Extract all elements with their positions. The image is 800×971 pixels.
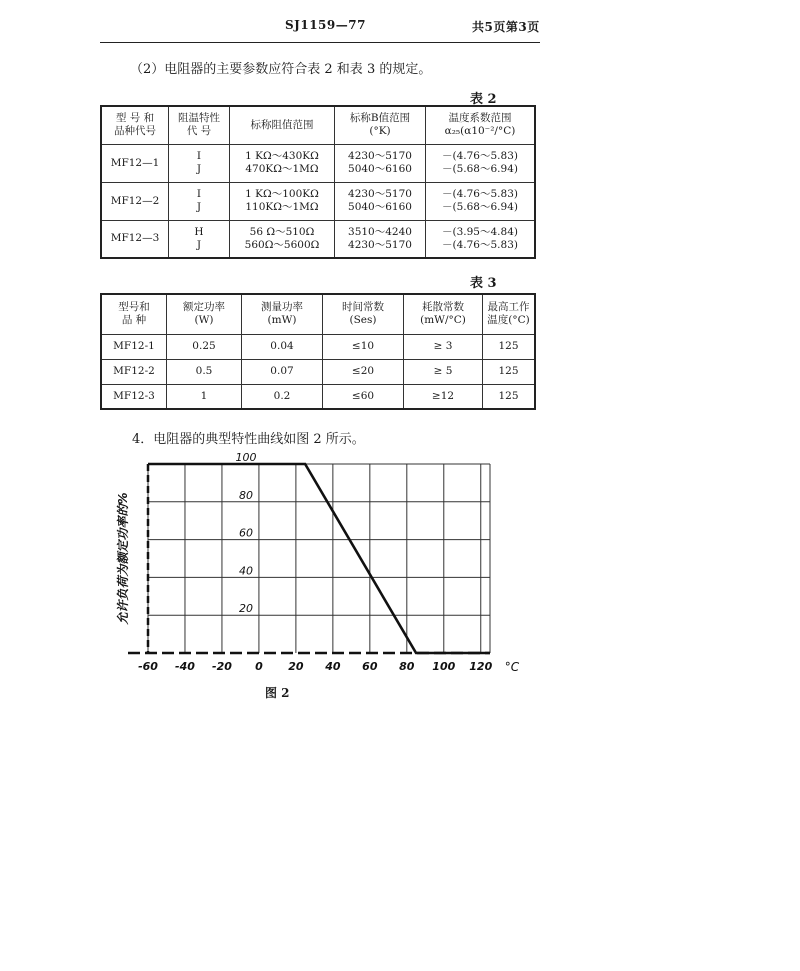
x-tick-label: 20 [288,660,304,673]
t2-cell-bvalue [335,144,426,182]
t3-h5-l2: 温度(°C) [487,314,530,327]
paragraph-4: 4．电阻器的典型特性曲线如图 2 所示。 [132,432,365,447]
t2-tc-b: －(5.68～6.94) [442,201,518,213]
table2-header-row [101,106,535,144]
t2-b-a: 3510～4240 [348,225,412,238]
x-tick-label: 80 [399,660,415,673]
t3-cell: ≤20 [323,359,404,384]
t2-header-tempcoef-l2: α₂₅(α10⁻²/°C) [444,125,516,138]
page-info: 共5页第3页 [472,20,540,34]
t3-cell: ≥ 5 [404,359,483,384]
t3-h2-l2: (mW) [267,314,297,327]
t3-cell: MF12-3 [101,384,167,409]
t2-res-a: 56 Ω～510Ω [249,225,315,238]
table-row [101,144,535,182]
t2-header-model [101,106,169,144]
table-row [101,182,535,220]
t2-cell-tempcoef [426,182,536,220]
t2-tc-b: －(5.68～6.94) [442,163,518,175]
t2-res-a: 1 KΩ～100KΩ [245,188,319,200]
figure-caption: 图 2 [265,686,290,700]
chart-axes [128,464,490,653]
t2-code-b: J [196,163,202,175]
table-row [101,220,535,258]
t3-h0-l1: 型号和 [118,301,150,314]
derating-curve [148,464,490,653]
t3-header-max-temp [483,294,536,334]
table-row [101,334,535,359]
table-row [101,384,535,409]
t2-res-b: 470KΩ～1MΩ [245,163,319,175]
t3-h4-l1: 耗散常数 [422,301,464,314]
t2-cell-code [169,182,230,220]
t2-header-resistance-l1: 标称阻值范围 [250,118,314,131]
t2-code-b: J [196,201,202,213]
table3-caption: 表 3 [470,276,497,291]
t3-cell: 0.2 [242,384,323,409]
t3-cell: ≤10 [323,334,404,359]
t2-header-code-l2: 代 号 [186,125,212,138]
t2-b-b: 4230～5170 [348,238,412,251]
t2-header-model-l1: 型 号 和 [115,112,155,125]
t2-tc-a: －(3.95～4.84) [442,225,518,238]
t3-cell: MF12-1 [101,334,167,359]
t2-cell-resistance [230,144,335,182]
t2-tc-a: －(4.76～5.83) [442,188,518,200]
t2-header-code-l1: 阻温特性 [178,112,220,125]
paragraph-2: （2）电阻器的主要参数应符合表 2 和表 3 的规定。 [130,62,432,77]
t2-header-model-l2: 品种代号 [114,125,156,138]
t2-code-a: I [196,188,202,200]
y-tick-label: 40 [239,564,253,578]
t3-header-measure-power [242,294,323,334]
y-tick-label: 20 [239,602,253,616]
t2-cell-code [169,144,230,182]
t3-h2-l1: 测量功率 [261,301,303,314]
t3-h1-l1: 额定功率 [183,301,225,314]
t2-header-tempcoef [426,106,536,144]
t2-header-bvalue-l2: (°K) [369,125,391,138]
table2-caption: 表 2 [470,92,497,107]
t3-cell: 125 [483,384,536,409]
t2-cell-model: MF12—2 [101,182,169,220]
x-tick-label: -40 [175,660,195,673]
x-tick-label: -60 [138,660,158,673]
y-tick-label: 100 [235,451,257,464]
y-tick-label: 60 [239,526,253,540]
t2-b-a: 4230～5170 [348,150,412,162]
chart-grid [148,464,490,653]
table-3 [100,293,536,410]
t2-header-tempcoef-l1: 温度系数范围 [448,112,512,125]
t2-header-bvalue-l1: 标称B值范围 [349,112,411,125]
table3-header-row [101,294,535,334]
t2-b-b: 5040～6160 [348,163,412,175]
t3-header-rated-power [167,294,242,334]
t3-cell: 1 [167,384,242,409]
t3-cell: 0.07 [242,359,323,384]
t3-cell: 0.25 [167,334,242,359]
table-row [101,359,535,384]
x-tick-label: -20 [212,660,232,673]
t2-cell-model: MF12—3 [101,220,169,258]
t2-tc-a: －(4.76～5.83) [442,150,518,162]
t2-header-resistance [230,106,335,144]
t2-code-b: J [196,238,202,251]
t3-cell: ≥12 [404,384,483,409]
t3-cell: ≤60 [323,384,404,409]
t2-code-a: H [194,225,204,238]
t2-b-b: 5040～6160 [348,201,412,213]
x-tick-label: 120 [469,660,493,673]
y-axis-title: 允许负荷为额定功率的% [116,492,130,625]
x-tick-label: 40 [325,660,341,673]
t2-b-a: 4230～5170 [348,188,412,200]
t2-cell-tempcoef [426,220,536,258]
t2-code-a: I [196,150,202,162]
t3-h5-l1: 最高工作 [487,301,530,314]
t3-h0-l2: 品 种 [121,314,147,327]
t3-h4-l2: (mW/°C) [420,314,466,327]
header-rule [100,42,540,43]
t2-cell-bvalue [335,182,426,220]
table-2 [100,105,536,259]
t3-header-model [101,294,167,334]
t3-cell: 0.5 [167,359,242,384]
t3-header-dissipation [404,294,483,334]
t2-res-a: 1 KΩ～430KΩ [245,150,319,162]
t2-header-code [169,106,230,144]
x-tick-label: 60 [362,660,378,673]
t2-cell-resistance [230,182,335,220]
t3-header-time-constant [323,294,404,334]
t3-cell: ≥ 3 [404,334,483,359]
t2-header-bvalue [335,106,426,144]
t2-cell-code [169,220,230,258]
t3-cell: 125 [483,359,536,384]
t3-cell: MF12-2 [101,359,167,384]
chart-series [148,464,490,653]
t3-h1-l2: (W) [194,314,214,327]
x-tick-label: 0 [255,660,263,673]
derating-chart [105,450,545,680]
t2-res-b: 560Ω～5600Ω [244,238,320,251]
doc-code: SJ1159—77 [285,18,366,32]
x-tick-label: 100 [432,660,456,673]
y-tick-label: 80 [239,488,253,502]
t3-h3-l2: (Ses) [349,314,377,327]
t2-cell-tempcoef [426,144,536,182]
t2-cell-model: MF12—1 [101,144,169,182]
t3-cell: 0.04 [242,334,323,359]
t2-tc-b: －(4.76～5.83) [442,238,518,251]
t2-res-b: 110KΩ～1MΩ [245,201,319,213]
t3-h3-l1: 时间常数 [342,301,384,314]
t2-cell-bvalue [335,220,426,258]
t2-cell-resistance [230,220,335,258]
t3-cell: 125 [483,334,536,359]
x-axis-unit: °C [504,660,520,674]
